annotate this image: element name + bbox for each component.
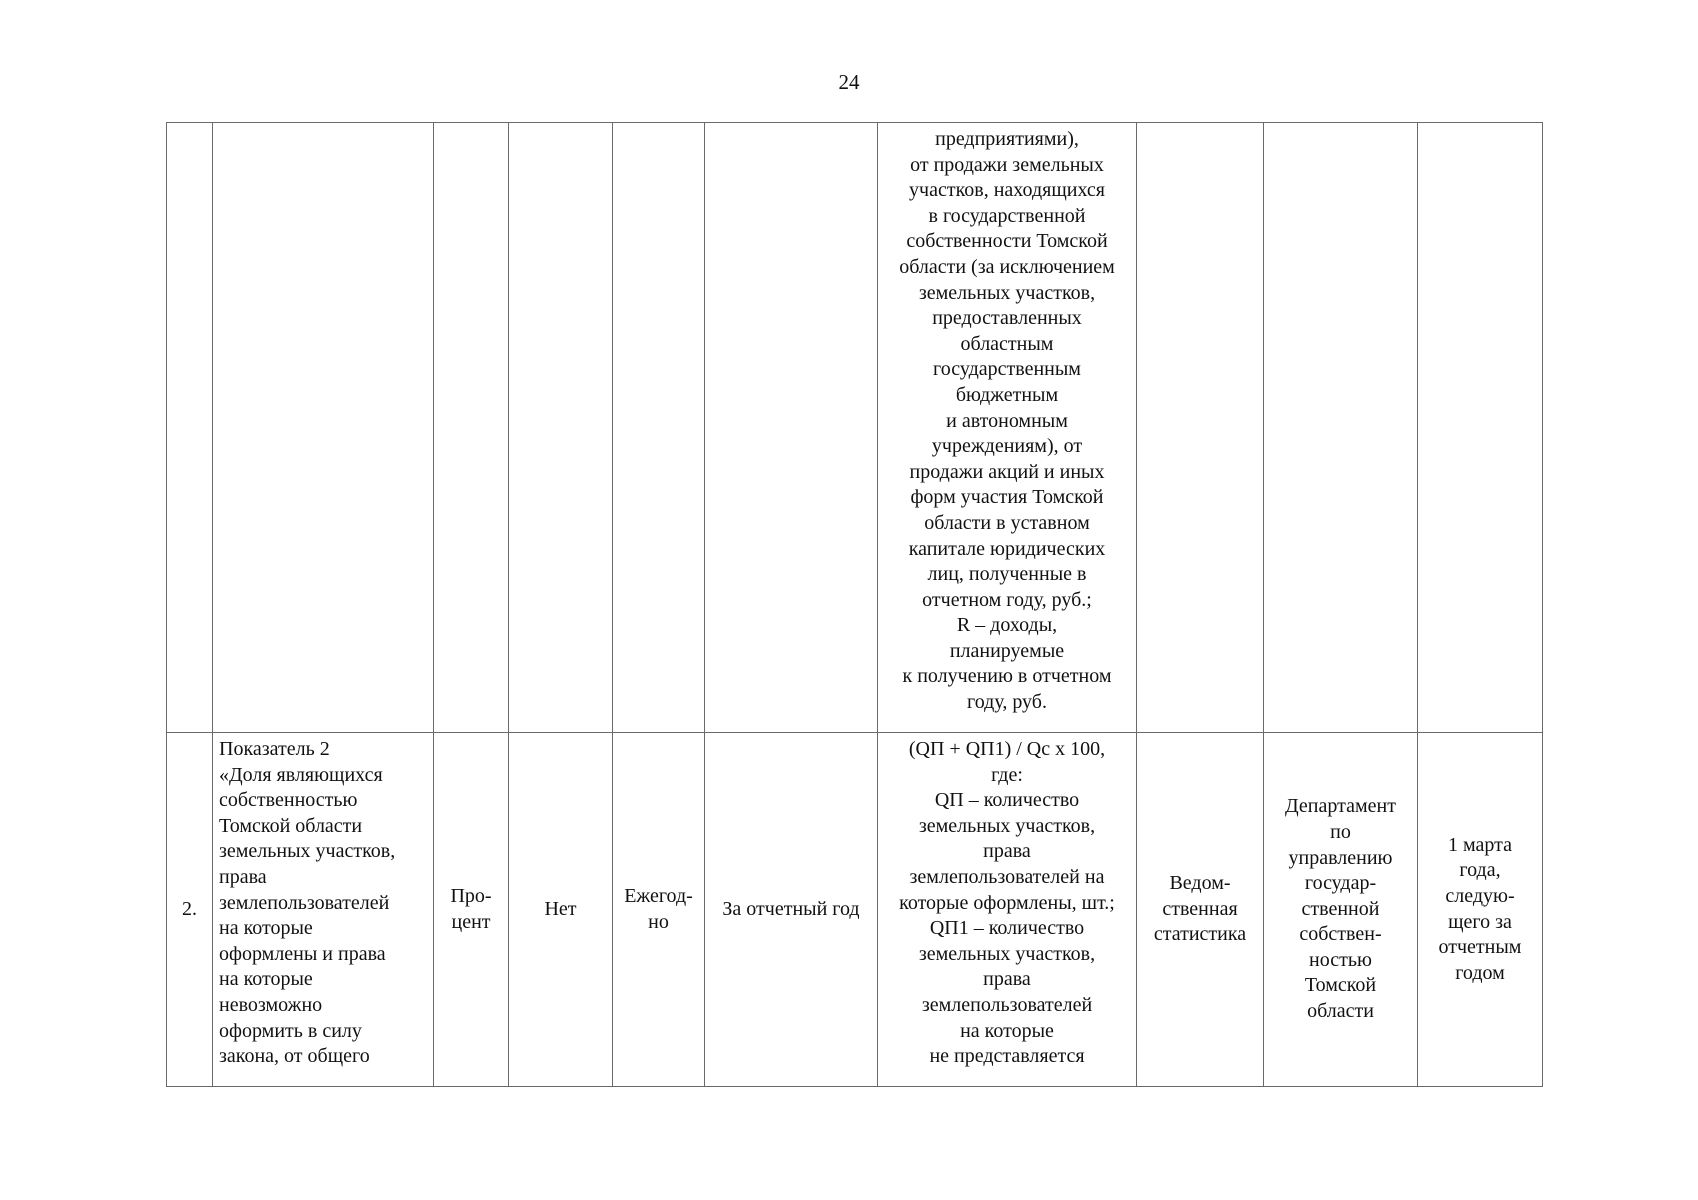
row-number-cell: [167, 123, 213, 733]
unit-cell: [434, 123, 509, 733]
deadline-cell: [1418, 123, 1543, 733]
period-cell: За отчетный год: [705, 733, 878, 1087]
formula-cell: (QП + QП1) / Qс x 100, где: QП – количество земельных участков, права землепользователей на которые оформлены, шт.; QП1 – количество земельных участков, права землепользователей на которые не представляется: [878, 733, 1137, 1087]
indicator-cell: [213, 123, 434, 733]
indicators-table: [166, 122, 1543, 1087]
periodicity-cell: Ежегод- но: [613, 733, 705, 1087]
table-row: [167, 123, 1543, 733]
flag-cell: Нет: [509, 733, 613, 1087]
source-cell: [1137, 123, 1264, 733]
flag-cell: [509, 123, 613, 733]
responsible-cell: Департамент по управлению государ- ственной собствен- ностью Томской области: [1264, 733, 1418, 1087]
indicator-cell: Показатель 2 «Доля являющихся собственностью Томской области земельных участков, права землепользователей на которые оформлены и права на которые невозможно оформить в силу закона, от общего: [213, 733, 434, 1087]
responsible-cell: [1264, 123, 1418, 733]
formula-cell: предприятиями), от продажи земельных участков, находящихся в государственной собственности Томской области (за исключением земельных участков, предоставленных областным государственным бюджетным и автономным учреждениям), от продажи акций и иных форм участия Томской области в уставном капитале юридических лиц, полученные в отчетном году, руб.; R – доходы, планируемые к получению в отчетном году, руб.: [878, 123, 1137, 733]
table-row: [167, 733, 1543, 1087]
page-number: 24: [838, 70, 860, 94]
unit-cell: Про- цент: [434, 733, 509, 1087]
source-cell: Ведом- ственная статистика: [1137, 733, 1264, 1087]
row-number-cell: 2.: [167, 733, 213, 1087]
periodicity-cell: [613, 123, 705, 733]
period-cell: [705, 123, 878, 733]
deadline-cell: 1 марта года, следую- щего за отчетным годом: [1418, 733, 1543, 1087]
